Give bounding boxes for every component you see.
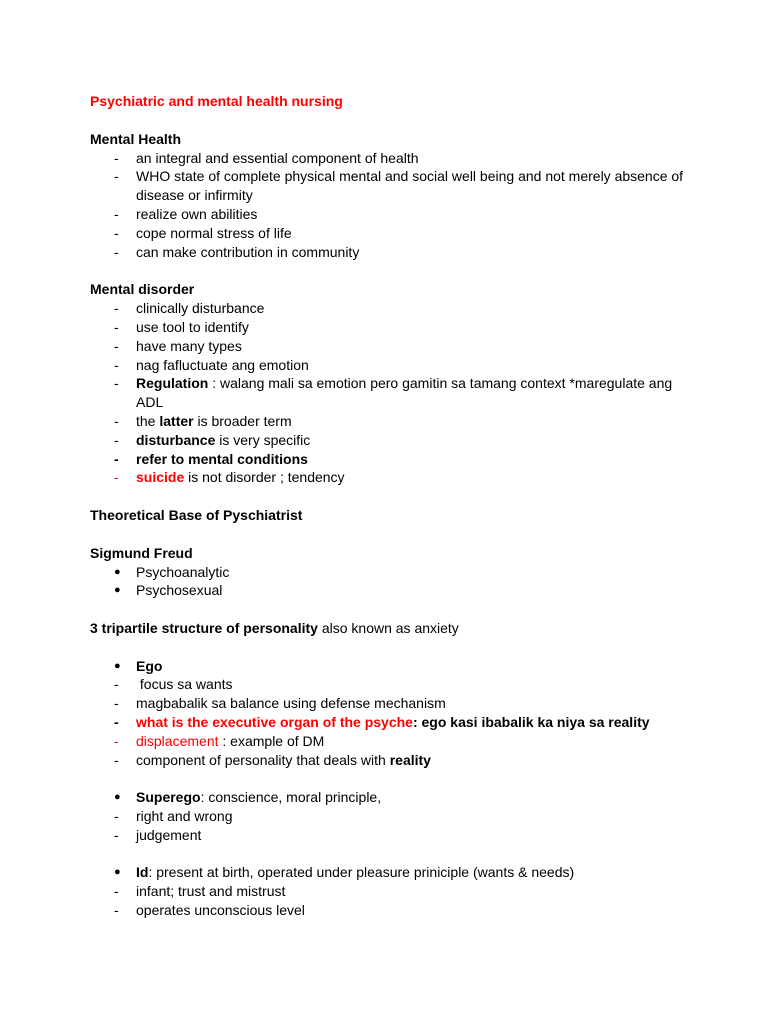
bullet-icon: ● xyxy=(114,566,121,578)
section-heading-mental-health: Mental Health xyxy=(90,131,182,147)
bullet-icon: ● xyxy=(114,660,121,672)
bullet-icon: ● xyxy=(114,866,121,878)
tripartite-statement: 3 tripartile structure of personality also known as anxiety xyxy=(90,620,459,636)
document-page: Psychiatric and mental health nursing Mental Health - an integral and essential component of health - WHO state of complete physical mental and social well being and not merely absence of disease or infirmity - realize own abilities - cope normal stress of life - can make contribution in community Mental disorder - clinically disturbance - use tool to identify - have many types - nag fafluctuate ang emotion - Regulation : walang mali sa emotion pero gamitin sa tamang context *maregulate ang ADL - the latter is broader term - disturbance is very specific - refer to mental conditions - suicide is not disorder ; tendency Theoretical Base of Pyschiatrist Sigmund Freud ● Psychoanalytic ● Psychosexual 3 tripartile structure of personality also known as anxiety ● Ego - focus sa wants - magbabalik sa balance using defense mechanism - what is the executive organ of the psyche: ego kasi ibabalik ka niya sa reality - displacement : example of DM - component of personality that deals with reality ● Superego: conscience, moral principle, - right and wrong - judgement ● Id: present at birth, operated under pleasure priniciple (wants & needs) - infant; trust and mistrust - operates unconscious level xyxy=(0,0,768,1024)
section-heading-theoretical-base: Theoretical Base of Pyschiatrist xyxy=(90,507,303,523)
section-heading-mental-disorder: Mental disorder xyxy=(90,281,195,297)
document-title: Psychiatric and mental health nursing xyxy=(90,93,343,109)
bullet-icon: ● xyxy=(114,584,121,596)
term-regulation: Regulation xyxy=(136,375,209,391)
bullet-icon: ● xyxy=(114,791,121,803)
section-heading-sigmund-freud: Sigmund Freud xyxy=(90,545,193,561)
